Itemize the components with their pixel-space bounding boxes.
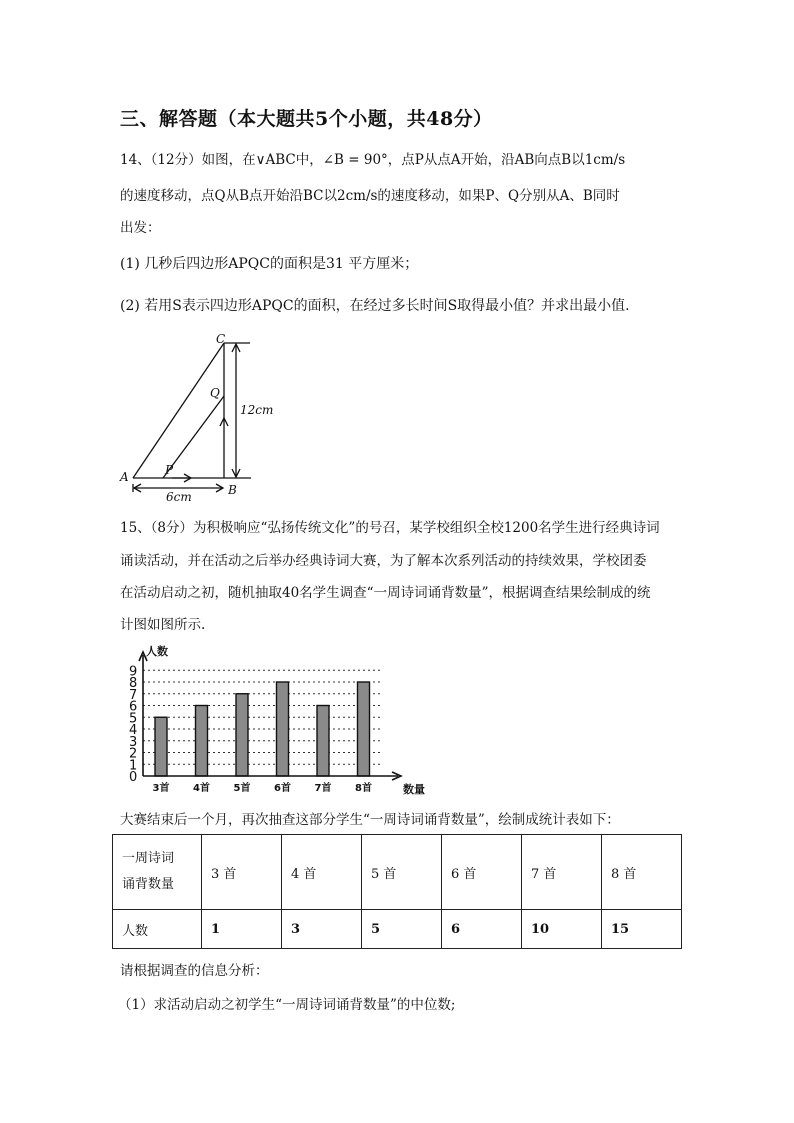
chart-y-tick: 8 — [129, 676, 138, 691]
sub-question-1: （1）求活动启动之初学生“一周诗词诵背数量”的中位数; — [118, 997, 456, 1013]
chart-bar — [196, 706, 208, 777]
chart-y-tick: 5 — [129, 711, 138, 727]
q14-line-1: 14、（12分）如图，在∨ABC中，∠B = 90°，点P从点A开始，沿AB向点B以1cm/s — [120, 152, 626, 168]
q15-line-4: 计图如图所示. — [120, 617, 206, 633]
chart-y-tick: 7 — [129, 687, 138, 703]
chart-y-tick: 3 — [129, 734, 138, 750]
analysis-text: 请根据调查的信息分析： — [120, 963, 269, 979]
q14-line-2: 的速度移动，点Q从B点开始沿BC以2cm/s的速度移动，如果P、Q分别从A、B同时 — [120, 188, 620, 204]
after-chart-text: 大赛结束后一个月，再次抽查这部分学生“一周诗词诵背数量”，绘制成统计表如下： — [120, 812, 620, 828]
q15-line-1: 15、（8分）为积极响应“弘扬传统文化”的号召，某学校组织全校1200名学生进行经典诗词 — [120, 520, 660, 536]
chart-y-tick: 0 — [129, 770, 138, 785]
chart-x-tick: 3首 — [152, 783, 170, 794]
section-title: 三、解答题（本大题共5个小题，共48分） — [120, 108, 493, 130]
label-p: P — [165, 463, 174, 477]
label-q: Q — [210, 386, 220, 400]
table-cell: 10 — [522, 910, 602, 949]
chart-x-tick: 6首 — [274, 783, 291, 794]
chart-y-tick: 2 — [129, 746, 138, 762]
table-cell: 8 首 — [602, 835, 682, 910]
label-6cm: 6cm — [166, 490, 192, 504]
table-cell: 15 — [602, 910, 682, 949]
chart-x-tick: 5首 — [233, 783, 251, 794]
table-header-label — [113, 835, 202, 910]
table-row — [113, 910, 682, 949]
chart-y-tick: 6 — [129, 699, 138, 715]
chart-x-tick: 8首 — [355, 783, 372, 794]
chart-bar — [358, 682, 370, 776]
table-cell: 5 — [362, 910, 442, 949]
chart-bar — [277, 682, 289, 776]
q14-part-1: (1) 几秒后四边形APQC的面积是31 平方厘米； — [120, 256, 419, 272]
label-c: C — [216, 332, 226, 346]
chart-y-label: 人数 — [146, 645, 168, 658]
chart-bar — [236, 694, 248, 776]
table-row-label: 人数 — [113, 910, 202, 949]
table-row — [113, 835, 682, 910]
table-cell: 5 首 — [362, 835, 442, 910]
label-a: A — [120, 470, 129, 484]
chart-y-tick: 1 — [129, 758, 138, 774]
label-b: B — [228, 483, 237, 497]
table-cell: 3 — [282, 910, 362, 949]
table-cell: 6 首 — [442, 835, 522, 910]
chart-x-tick: 4首 — [193, 783, 210, 794]
chart-x-label: 数量 — [403, 783, 425, 796]
q15-line-2: 诵读活动，并在活动之后举办经典诗词大赛，为了解本次系列活动的持续效果，学校团委 — [120, 553, 647, 569]
header-label-line-2: 诵背数量 — [122, 877, 175, 892]
header-label-line-1: 一周诗词 — [122, 851, 175, 866]
q14-line-3: 出发： — [120, 220, 161, 236]
table-cell: 3 首 — [202, 835, 282, 910]
table-cell: 4 首 — [282, 835, 362, 910]
q15-line-3: 在活动启动之初，随机抽取40名学生调查“一周诗词诵背数量”，根据调查结果绘制成的统 — [120, 585, 651, 601]
chart-y-tick: 9 — [129, 664, 138, 680]
chart-bar — [317, 706, 329, 777]
chart-y-tick: 4 — [129, 723, 138, 738]
table-cell: 7 首 — [522, 835, 602, 910]
chart-x-tick: 7首 — [314, 783, 332, 794]
q14-part-2: (2) 若用S表示四边形APQC的面积，在经过多长时间S取得最小值？并求出最小值. — [120, 298, 630, 314]
table-cell: 6 — [442, 910, 522, 949]
label-12cm: 12cm — [240, 403, 274, 417]
table-cell: 1 — [202, 910, 282, 949]
stats-table — [112, 834, 682, 949]
chart-bar — [155, 717, 167, 776]
